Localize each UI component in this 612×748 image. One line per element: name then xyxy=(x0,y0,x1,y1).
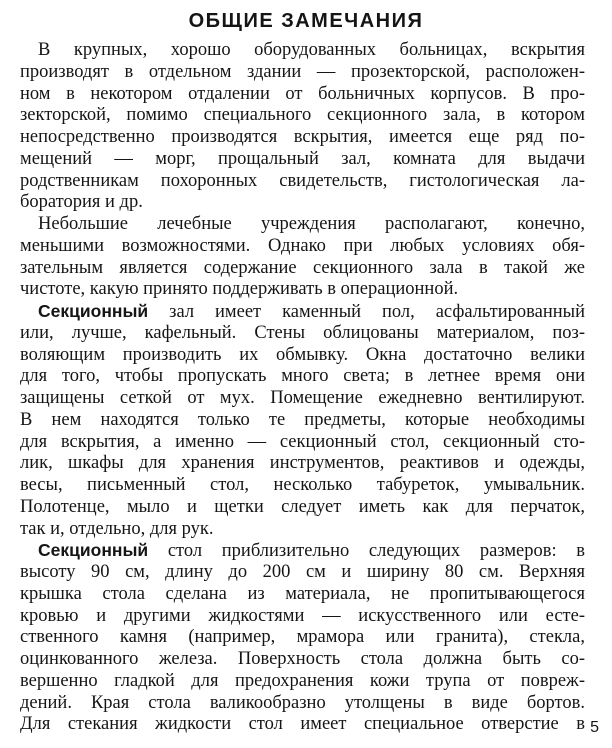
text-line: так и, отдельно, для рук. xyxy=(20,518,214,539)
text-line: ственного камня (например, мрамора или гранита), стекла, xyxy=(20,627,585,648)
text-line: дений. Края стола валикообразно утолщены в виде бортов. xyxy=(20,692,585,713)
page-number: 5 xyxy=(590,719,599,736)
text-run: стол приблизительно следующих размеров: в xyxy=(148,541,585,562)
term-heading: Секционный xyxy=(38,540,149,561)
paragraph-general-intro xyxy=(20,40,585,214)
text-line: производят в отдельном здании — прозекторской, расположен- xyxy=(20,61,585,82)
text-line: высоту 90 см, длину до 200 см и ширину 80 см. Верхняя xyxy=(20,562,585,582)
text-line: Полотенце, мыло и щетки следует иметь как для перчаток, xyxy=(20,496,585,517)
text-line: чистоте, какую принято поддерживать в операционной. xyxy=(20,279,459,300)
body-text xyxy=(20,40,585,736)
text-line: зекторской, помимо специального секционного зала, в котором xyxy=(20,105,585,126)
text-line: непосредственно производятся вскрытия, имеется еще ряд по- xyxy=(20,127,585,147)
text-line: Для стекания жидкости стол имеет специальное отверстие в xyxy=(20,714,585,735)
paragraph-section-table xyxy=(20,540,585,736)
text-line: воляющим производить их обмывку. Окна достаточно велики xyxy=(20,344,585,365)
text-line: зательным является содержание секционного зала в такой же xyxy=(20,257,585,278)
text-line: меньшими возможностями. Однако при любых условиях обя- xyxy=(20,235,585,256)
term-heading: Секционный xyxy=(38,301,149,321)
page-title: ОБЩИЕ ЗАМЕЧАНИЯ xyxy=(188,10,424,32)
text-line: В крупных, хорошо оборудованных больницах, вскрытия xyxy=(38,40,585,60)
text-line: мещений — морг, прощальный зал, комната для выдачи xyxy=(20,148,585,169)
paragraph-small-institutions xyxy=(20,214,585,301)
text-line xyxy=(20,301,585,323)
text-line: Небольшие лечебные учреждения располагают, конечно, xyxy=(38,214,585,234)
text-line: ном в некотором отдалении от больничных корпусов. В про- xyxy=(20,83,585,104)
text-line: крышка стола сделана из материала, не пропитывающегося xyxy=(20,583,585,604)
text-line: или, лучше, кафельный. Стены облицованы материалом, поз- xyxy=(20,322,585,343)
text-line: родственникам похоронных свидетельств, гистологическая ла- xyxy=(20,170,585,191)
text-line: В нем находятся только те предметы, которые необходимы xyxy=(20,409,585,430)
text-line: кровью и другими жидкостями — искусственного или есте- xyxy=(20,605,585,626)
paragraph-section-hall xyxy=(20,301,585,540)
text-line: вершенно гладкой для предохранения кожи трупа от повреж- xyxy=(20,670,585,691)
text-line: защищены сеткой от мух. Помещение ежедневно вентилируют. xyxy=(20,388,585,408)
text-line: оцинкованного железа. Поверхность стола должна быть со- xyxy=(20,649,585,669)
text-line: для вскрытия, а именно — секционный стол, секционный сто- xyxy=(20,431,585,452)
text-line: боратория и др. xyxy=(20,192,143,213)
text-run: зал имеет каменный пол, асфальтированный xyxy=(148,302,585,322)
text-line: лик, шкафы для хранения инструментов, реактивов и одежды, xyxy=(20,453,585,474)
text-line xyxy=(20,540,585,562)
text-line: весы, письменный стол, несколько табуреток, умывальник. xyxy=(20,475,585,495)
text-line: для того, чтобы пропускать много света; в летнее время они xyxy=(20,366,585,387)
